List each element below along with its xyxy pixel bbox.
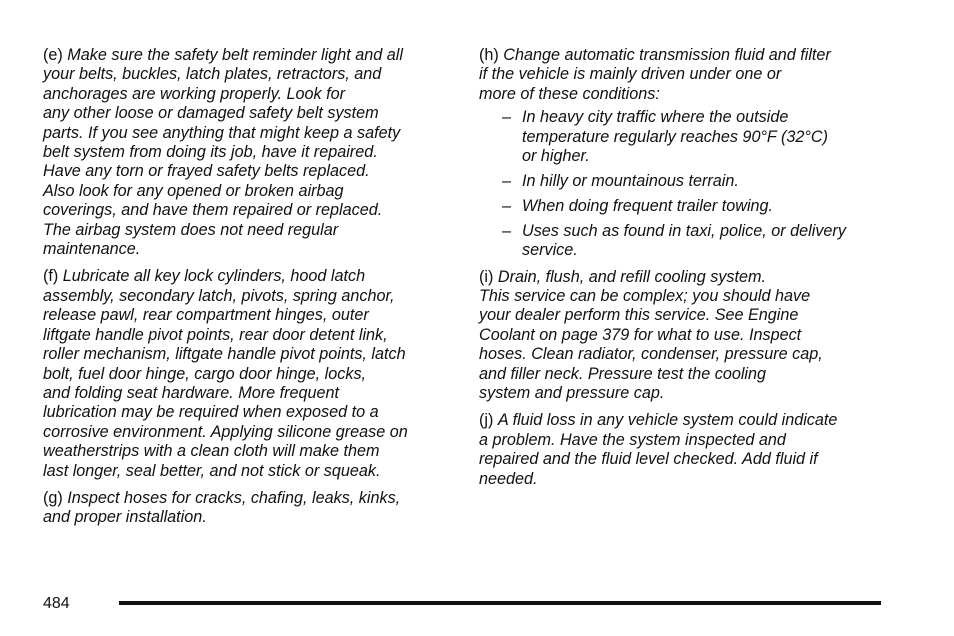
dash-bullet: – [502,171,512,190]
text-line: Also look for any opened or broken airbag [43,181,344,200]
text-line: corrosive environment. Applying silicone grease on [43,422,408,441]
text-line: In heavy city traffic where the outside [522,108,789,127]
list-item [479,222,889,261]
item-label: (g) [43,488,63,507]
text-line: hoses. Clean radiator, condenser, pressure cap, [479,345,823,364]
text-line: belt system from doing its job, have it repaired. [43,143,378,162]
text-line: your dealer perform this service. See Engine [479,306,799,325]
list-item [479,172,889,191]
list-item [479,197,889,216]
text-line [43,267,453,286]
dash-bullet: – [502,196,512,215]
list-item [479,108,889,166]
text-line [43,489,453,508]
text-line: liftgate handle pivot points, rear door detent link, [43,325,388,344]
text-line: and filler neck. Pressure test the cooling [479,364,767,383]
text-line: maintenance. [43,240,141,259]
text-line [479,411,889,430]
text-line: anchorages are working properly. Look for [43,84,346,103]
text-line: your belts, buckles, latch plates, retractors, and [43,65,382,84]
maintenance-item-j [479,411,889,489]
text-line: The airbag system does not need regular [43,220,339,239]
maintenance-item-i [479,268,889,404]
text-line: release pawl, rear compartment hinges, outer [43,306,369,325]
text-line: Coolant on page 379 for what to use. Inspect [479,325,802,344]
text-line: a problem. Have the system inspected and [479,430,786,449]
text-line: roller mechanism, liftgate handle pivot points, latch [43,345,406,364]
maintenance-item-g [43,489,453,528]
text-line: if the vehicle is mainly driven under one or [479,65,782,84]
text-line: lubrication may be required when exposed to a [43,403,379,422]
dash-bullet: – [502,221,512,240]
text-line: This service can be complex; you should have [479,286,811,305]
text-line [479,46,889,65]
left-column [43,46,453,536]
conditions-list [479,108,889,260]
text-line: system and pressure cap. [479,384,665,402]
right-column [479,46,889,497]
maintenance-item-f [43,267,453,480]
item-text: Drain, flush, and refill cooling system. [497,267,766,286]
item-label: (e) [43,46,63,64]
maintenance-item-h [479,46,889,261]
maintenance-item-e [43,46,453,259]
item-text: Lubricate all key lock cylinders, hood latch [62,267,366,286]
footer-rule [119,601,881,605]
text-line: parts. If you see anything that might keep a safety [43,123,401,142]
item-label: (f) [43,267,59,286]
text-line: any other loose or damaged safety belt system [43,104,379,123]
text-line: coverings, and have them repaired or replaced. [43,201,383,220]
text-line: repaired and the fluid level checked. Add fluid if [479,450,818,469]
text-line: more of these conditions: [479,84,660,103]
text-line: service. [522,241,578,260]
text-line [43,46,453,65]
text-line: Uses such as found in taxi, police, or delivery [522,221,846,240]
text-line: and folding seat hardware. More frequent [43,383,340,402]
text-line: needed. [479,469,538,488]
item-text: Change automatic transmission fluid and filter [503,46,831,64]
dash-bullet: – [502,108,512,127]
item-label: (j) [479,411,494,430]
page-number: 484 [43,595,70,612]
item-label: (i) [479,267,494,286]
text-line: or higher. [522,147,590,166]
item-label: (h) [479,46,499,64]
text-line: In hilly or mountainous terrain. [522,171,739,190]
text-line: and proper installation. [43,508,207,527]
text-line: bolt, fuel door hinge, cargo door hinge, locks, [43,364,367,383]
item-text: Inspect hoses for cracks, chafing, leaks, kinks, [67,488,401,507]
text-line: last longer, seal better, and not stick or squeak. [43,461,381,480]
text-line [479,268,889,287]
text-line: assembly, secondary latch, pivots, spring anchor, [43,286,395,305]
text-line: temperature regularly reaches 90°F (32°C) [522,127,828,146]
text-line: Have any torn or frayed safety belts replaced. [43,162,370,181]
item-text: Make sure the safety belt reminder light and all [67,46,403,64]
text-line: weatherstrips with a clean cloth will make them [43,442,380,461]
item-text: A fluid loss in any vehicle system could indicate [497,411,838,430]
text-line: When doing frequent trailer towing. [522,196,774,215]
